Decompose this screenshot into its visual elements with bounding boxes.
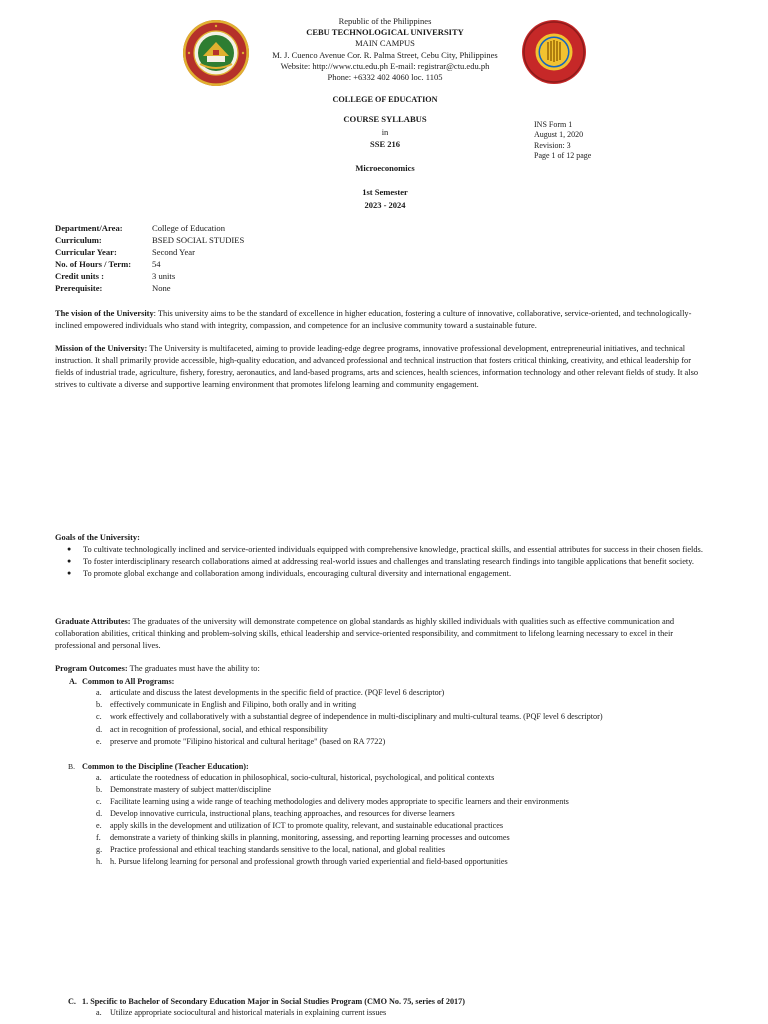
info-label: Curricular Year: [55,247,117,257]
course-code: SSE 216 [370,139,400,149]
graduate-attributes-paragraph [55,616,711,652]
mission-text: The University is multifaceted, aiming to provide leading-edge degree programs, innovative professional development, entrepreneurial initiatives, and technical instruction. It shall primarily provide accessible, high-quality education, and advanced professional and technical instruction that fosters critical thinking, creativity, and ethical leadership for fields of industrial trade, agriculture, fishery, forestry, aeronautics, and land-based programs, arts and sciences, health sciences, information technology and other relevant fields of study. It also strives to cultivate a diverse and supportive learning environment that promotes lifelong learning and community engagement. [55,344,699,389]
section-c-letter: C. [68,997,76,1006]
info-value: 3 units [152,271,176,281]
course-subject: Microeconomics [355,163,415,173]
form-revision: Revision: 3 [534,140,571,150]
info-label: Department/Area: [55,223,123,233]
header-address: M. J. Cuenco Avenue Cor. R. Palma Street, Cebu City, Philippines [272,50,498,60]
info-value: None [152,283,171,293]
header-website: Website: http://www.ctu.edu.ph E-mail: registrar@ctu.edu.ph [280,61,490,71]
info-value: Second Year [152,247,195,257]
goal-item: ● To cultivate technologically inclined and service-oriented individuals equipped with comprehensive knowledge, practical skills, and essential attributes for success in their chosen fields. [55,544,711,556]
semester: 1st Semester [362,187,408,197]
info-label: No. of Hours / Term: [55,259,132,269]
info-value: College of Education [152,223,226,233]
section-c-heading: 1. Specific to Bachelor of Secondary Education Major in Social Studies Program (CMO No. 75, series of 2017) [82,997,465,1006]
goal-item: ● To foster interdisciplinary research collaborations aimed at addressing real-world issues and challenges and translating research findings into tangible applications that benefit society. [55,556,711,568]
header-phone: Phone: +6332 402 4060 loc. 1105 [327,72,443,82]
info-label: Curriculum: [55,235,102,245]
vision-paragraph [55,308,711,332]
program-outcomes-label: Program Outcomes: [55,664,128,673]
program-outcomes-text: The graduates must have the ability to: [127,664,260,673]
form-page: Page 1 of 12 page [534,150,592,160]
section-a-letter: A. [69,677,77,686]
info-value: BSED SOCIAL STUDIES [152,235,245,245]
college-title: COLLEGE OF EDUCATION [332,95,438,104]
goal-item: ● To promote global exchange and collaboration among individuals, encouraging cultural diversity and international engagement. [55,568,711,580]
header-republic: Republic of the Philippines [338,16,432,26]
vision-label: The vision of the University [55,309,154,318]
goals-list [55,544,711,580]
form-date: August 1, 2020 [534,130,584,140]
mission-label: Mission of the University: [55,344,148,353]
info-label: Credit units : [55,271,105,281]
graduate-attributes-label: Graduate Attributes: [55,617,131,626]
section-a-heading: Common to All Programs: [82,677,175,686]
program-outcomes-intro [55,663,711,675]
mission-paragraph [55,343,711,391]
graduate-attributes-text: The graduates of the university will demonstrate competence on global standards as highly skilled individuals with qualities such as effective communication and collaboration abilities, critical thinking and problem-solving skills, ethical leadership and service-oriented responsibility, and commitment to lifelong learning necessary to excel in their professional and personal lives. [55,617,675,650]
goals-section [55,532,711,580]
vision-text: : This university aims to be the standard of excellence in higher education, fostering a culture of innovative, collaborative, service-oriented, and technologically-inclined empowered individuals who stand with integrity, compassion, and competence for an inclusive community toward a sustainable future. [55,309,692,330]
form-info [534,120,591,161]
goals-heading: Goals of the University: [55,533,140,542]
school-year: 2023 - 2024 [364,200,406,210]
section-b-heading: Common to the Discipline (Teacher Education): [82,762,249,771]
header-campus: MAIN CAMPUS [355,37,415,48]
info-value: 54 [152,259,161,269]
header-university: CEBU TECHNOLOGICAL UNIVERSITY [306,26,464,37]
title-in: in [381,127,389,137]
course-syllabus-title: COURSE SYLLABUS [343,114,427,124]
info-label: Prerequisite: [55,283,103,293]
form-number: INS Form 1 [534,120,573,129]
section-b-letter: B. [68,762,75,771]
